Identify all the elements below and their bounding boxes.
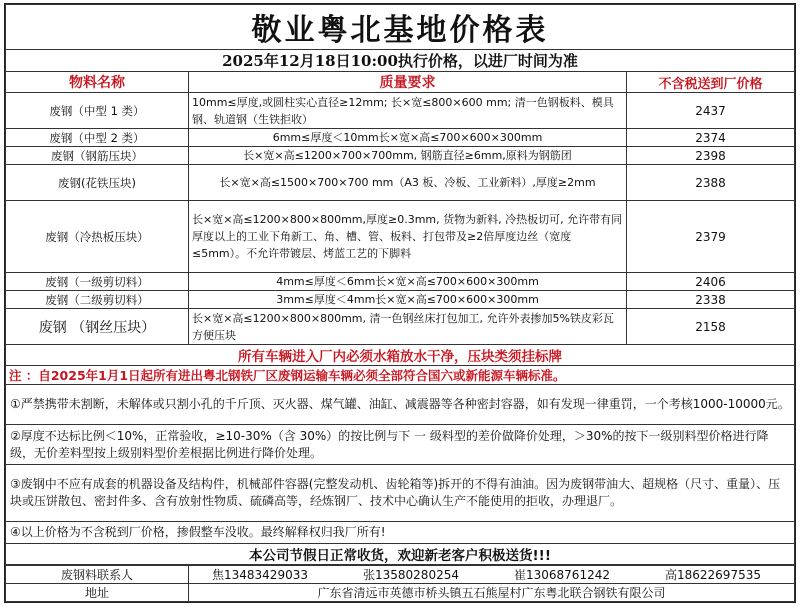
quality-requirement: 长×宽×高≤1200×800×800mm,厚度≥0.3mm, 货物为新料, 冷热板切可, 允许带有同厚度以上的工业下角新工、角、槽、管、板料、打包带及≥2倍厚度边丝（宽度≤5mm）。不允许带镀层、烤蓝工艺的下脚料 bbox=[189, 201, 627, 273]
table-row bbox=[6, 165, 795, 201]
table-row bbox=[6, 309, 795, 345]
price-value: 2388 bbox=[627, 165, 795, 201]
rule-3: ③废钢中不应有成套的机器设备及结构件，机械部件容器(完整发动机、齿轮箱等)拆开的不得有油油。因为废钢带油大、超规格（尺寸、重量）、压块或压饼散包、密封件多、含有放射性物质、硫磷高等，经炼钢厂、技术中心确认生产不能使用的拒收，办理退厂。 bbox=[6, 465, 795, 522]
price-value: 2398 bbox=[627, 147, 795, 165]
table-row bbox=[6, 291, 795, 309]
phone-gao: 高18622697535 bbox=[665, 568, 761, 582]
quality-requirement: 6mm≤厚度＜10mm长×宽×高≤700×600×300mm bbox=[189, 129, 627, 147]
quality-requirement: 3mm≤厚度＜4mm长×宽×高≤700×600×300mm bbox=[189, 291, 627, 309]
price-value: 2437 bbox=[627, 93, 795, 129]
address-label: 地址 bbox=[6, 584, 189, 602]
table-row bbox=[6, 93, 795, 129]
price-sheet bbox=[4, 3, 796, 603]
contact-row bbox=[6, 566, 795, 584]
material-name: 废钢（二级剪切料） bbox=[6, 291, 189, 309]
material-name: 废钢 （钢丝压块） bbox=[6, 309, 189, 345]
table-header bbox=[6, 72, 795, 93]
phone-jiao: 焦13483429033 bbox=[212, 568, 308, 582]
vehicle-notice: 所有车辆进入厂内必须水箱放水干净，压块类须挂标牌 bbox=[6, 345, 795, 366]
contact-table bbox=[5, 565, 795, 602]
header-material: 物料名称 bbox=[6, 72, 189, 93]
rule-4: ④以上价格为不含税到厂价格，掺假整车没收。最终解释权归我厂所有! bbox=[6, 522, 795, 544]
price-value: 2374 bbox=[627, 129, 795, 147]
material-name: 废钢(花铁压块) bbox=[6, 165, 189, 201]
material-name: 废钢（钢筋压块） bbox=[6, 147, 189, 165]
phone-cui: 崔13068761242 bbox=[514, 568, 610, 582]
table-row bbox=[6, 129, 795, 147]
material-name: 废钢（冷热板压块） bbox=[6, 201, 189, 273]
page-title: 敬业粤北基地价格表 bbox=[6, 5, 795, 50]
price-value: 2158 bbox=[627, 309, 795, 345]
quality-requirement: 长×宽×高≤1200×800×800mm, 清一色钢丝床打包加工, 允许外表掺加5%铁皮彩瓦方便压块 bbox=[189, 309, 627, 345]
effective-date: 2025年12月18日10:00执行价格，以进厂时间为准 bbox=[6, 50, 795, 72]
price-table bbox=[5, 4, 795, 565]
material-name: 废钢（中型 1 类） bbox=[6, 93, 189, 129]
rule-1: ①严禁携带未割断，未解体或只割小孔的千斤顶、灭火器、煤气罐、油缸、减震器等各种密封容器，如有发现一律重罚，一个考核1000-10000元。 bbox=[6, 385, 795, 425]
emission-notice: 注 ：自2025年1月1日起所有进出粤北钢铁厂区废钢运输车辆必须全部符合国六或新能源车辆标准。 bbox=[6, 366, 795, 385]
table-row bbox=[6, 273, 795, 291]
header-quality: 质量要求 bbox=[189, 72, 627, 93]
price-value: 2379 bbox=[627, 201, 795, 273]
quality-requirement: 4mm≤厚度＜6mm长×宽×高≤700×600×300mm bbox=[189, 273, 627, 291]
rule-2: ②厚度不达标比例＜10%，正常验收，≥10-30%（含 30%）的按比例与下 一 级料型的差价做降价处理，＞30%的按下一级别料型价格进行降级，无价差料型按上级别料型价差根据比例进行降价处理。 bbox=[6, 425, 795, 465]
contact-label: 废钢料联系人 bbox=[6, 566, 189, 584]
holiday-notice: 本公司节假日正常收货，欢迎新老客户积极送货!!! bbox=[6, 544, 795, 565]
quality-requirement: 长×宽×高≤1200×700×700mm, 钢筋直径≥6mm,原料为钢筋团 bbox=[189, 147, 627, 165]
contact-phones bbox=[189, 566, 795, 584]
address-value: 广东省清远市英德市桥头镇五石熊屋村广东粤北联合钢铁有限公司 bbox=[189, 584, 795, 602]
price-value: 2406 bbox=[627, 273, 795, 291]
quality-requirement: 10mm≤厚度,或圆柱实心直径≥12mm; 长×宽≤800×600 mm; 清一色钢板料、模具钢、轨道钢（生铁拒收） bbox=[189, 93, 627, 129]
table-row bbox=[6, 147, 795, 165]
material-name: 废钢（中型 2 类） bbox=[6, 129, 189, 147]
address-row bbox=[6, 584, 795, 602]
quality-requirement: 长×宽×高≤1500×700×700 mm（A3 板、冷板、工业新料）,厚度≥2mm bbox=[189, 165, 627, 201]
header-price: 不含税送到厂价格 bbox=[627, 72, 795, 93]
phone-zhang: 张13580280254 bbox=[363, 568, 459, 582]
table-row bbox=[6, 201, 795, 273]
price-value: 2338 bbox=[627, 291, 795, 309]
material-name: 废钢（一级剪切料） bbox=[6, 273, 189, 291]
